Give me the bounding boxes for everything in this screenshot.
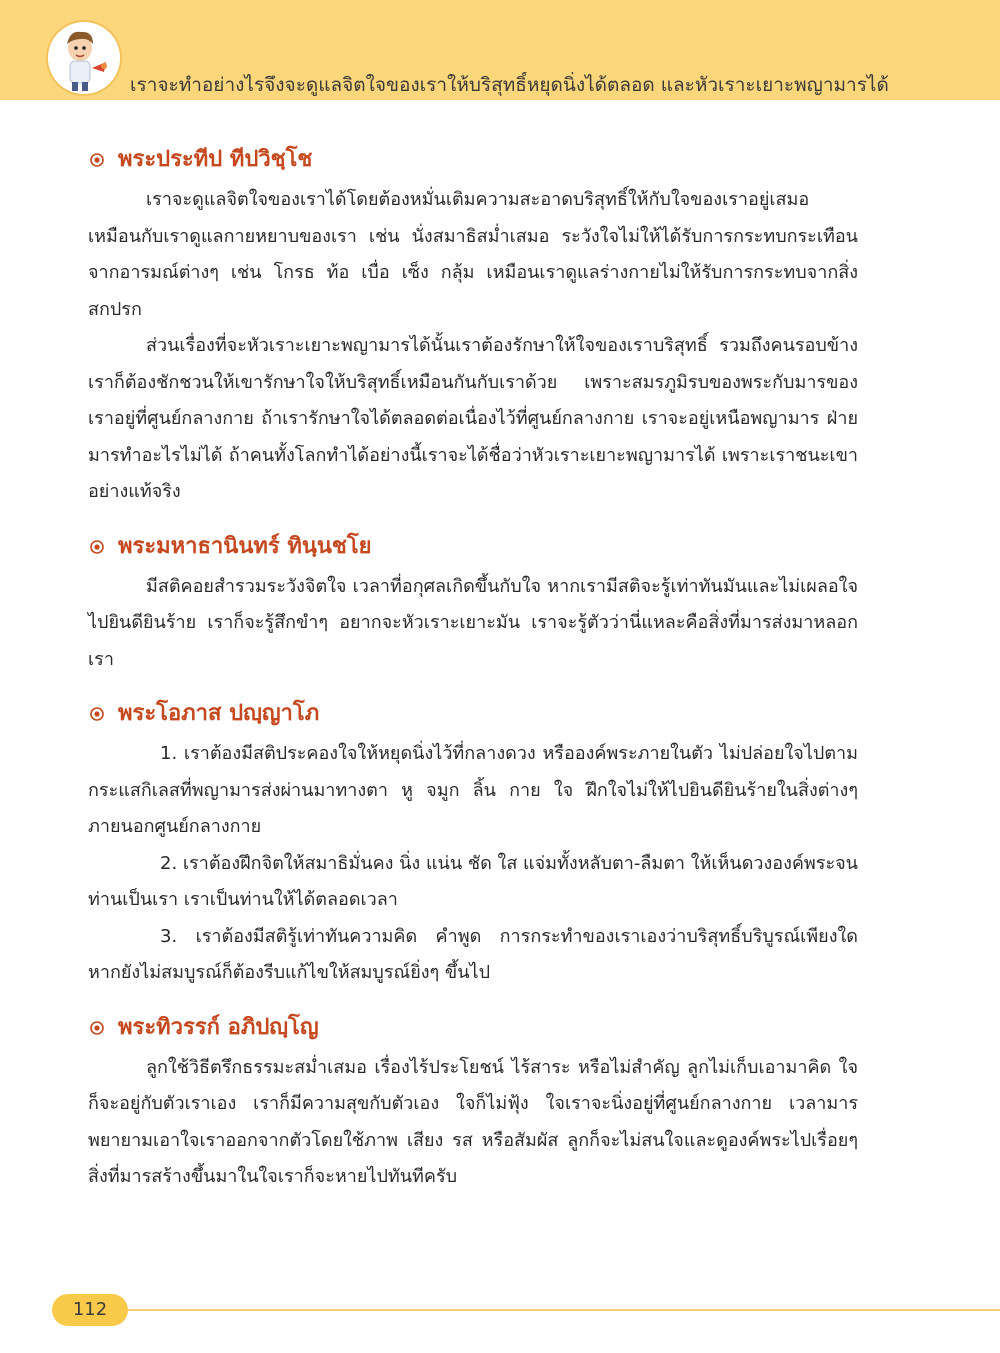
section-prateep [88,138,858,511]
heading-text: พระมหาธานินทร์ ทินฺนชโย [118,533,372,559]
page-number-badge: 112 [52,1294,128,1326]
numbered-paragraph: 3. เราต้องมีสติรู้เท่าทันความคิด คำพูด การกระทำของเราเองว่าบริสุทธิ์บริบูรณ์เพียงใด หากยังไม่สมบูรณ์ก็ต้องรีบแก้ไขให้สมบูรณ์ยิ่งๆ ขึ้นไป [88,925,858,983]
bullet-circle-icon [90,1021,104,1035]
section-heading [88,692,858,736]
section-opas [88,692,858,992]
section-heading [88,1006,858,1050]
mascot-icon [48,22,120,94]
bullet-circle-icon [90,707,104,721]
bullet-circle-icon [90,540,104,554]
numbered-paragraph: 2. เราต้องฝึกจิตให้สมาธิมั่นคง นิ่ง แน่น ชัด ใส แจ่มทั้งหลับตา-ลืมตา ให้เห็นดวงองค์พระจนท่านเป็นเรา เราเป็นท่านให้ได้ตลอดเวลา [88,852,858,910]
header-title: เราจะทำอย่างไรจึงจะดูแลจิตใจของเราให้บริสุทธิ์หยุดนิ่งได้ตลอด และหัวเราะเยาะพญามารได้ [130,74,889,96]
paragraph: เราจะดูแลจิตใจของเราได้โดยต้องหมั่นเติมความสะอาดบริสุทธิ์ให้กับใจของเราอยู่เสมอ เหมือนกับเราดูแลกายหยาบของเรา เช่น นั่งสมาธิสม่ำเสมอ ระวังใจไม่ให้ได้รับการกระทบกระเทือนจากอารมณ์ต่างๆ เช่น โกรธ ท้อ เบื่อ เซ็ง กลุ้ม เหมือนเราดูแลร่างกายไม่ให้รับการกระทบจากสิ่งสกปรก [88,189,858,320]
heading-text: พระทิวรรก์ อภิปญฺโญ [118,1014,319,1040]
paragraph: ลูกใช้วิธีตรึกธรรมะสม่ำเสมอ เรื่องไร้ประโยชน์ ไร้สาระ หรือไม่สำคัญ ลูกไม่เก็บเอามาคิด ใจก็จะอยู่กับตัวเราเอง เราก็มีความสุขกับตัวเอง ใจก็ไม่ฟุ้ง ใจเราจะนิ่งอยู่ที่ศูนย์กลางกาย เวลามารพยายามเอาใจเราออกจากตัวโดยใช้ภาพ เสียง รส หรือสัมผัส ลูกก็จะไม่สนใจและดูองค์พระไปเรื่อยๆ สิ่งที่มารสร้างขึ้นมาในใจเราก็จะหายไปทันทีครับ [88,1056,858,1187]
section-thanin [88,525,858,679]
paragraph: ส่วนเรื่องที่จะหัวเราะเยาะพญามารได้นั้นเราต้องรักษาให้ใจของเราบริสุทธิ์ รวมถึงคนรอบข้างเราก็ต้องชักชวนให้เขารักษาใจให้บริสุทธิ์เหมือนกันกับเราด้วย เพราะสมรภูมิรบของพระกับมารของเราอยู่ที่ศูนย์กลางกาย ถ้าเรารักษาใจได้ตลอดต่อเนื่องไว้ที่ศูนย์กลางกาย เราจะอยู่เหนือพญามาร ฝ่ายมารทำอะไรไม่ได้ ถ้าคนทั้งโลกทำได้อย่างนี้เราจะได้ชื่อว่าหัวเราะเยาะพญามารได้ เพราะเราชนะเขาอย่างแท้จริง [88,335,858,502]
paragraph: มีสติคอยสำรวมระวังจิตใจ เวลาที่อกุศลเกิดขึ้นกับใจ หากเรามีสติจะรู้เท่าทันมันและไม่เผลอใจไปยินดียินร้าย เราก็จะรู้สึกขำๆ อยากจะหัวเราะเยาะมัน เราจะรู้ตัวว่านี่แหละคือสิ่งที่มารส่งมาหลอกเรา [88,575,858,670]
footer-divider [128,1309,1000,1311]
heading-text: พระโอภาส ปญฺญาโภ [118,701,320,726]
heading-text: พระประทีป ทีปวิชฺโช [118,147,313,172]
section-heading [88,525,858,569]
section-tiwarak [88,1006,858,1196]
section-heading [88,138,858,182]
bullet-circle-icon [90,153,104,167]
numbered-paragraph: 1. เราต้องมีสติประคองใจให้หยุดนิ่งไว้ที่กลางดวง หรือองค์พระภายในตัว ไม่ปล่อยใจไปตามกระแสกิเลสที่พญามารส่งผ่านมาทางตา หู จมูก ลิ้น กาย ใจ ฝึกใจไม่ให้ไปยินดียินร้ายในสิ่งต่างๆ ภายนอกศูนย์กลางกาย [88,743,858,837]
article-body [88,138,858,1210]
